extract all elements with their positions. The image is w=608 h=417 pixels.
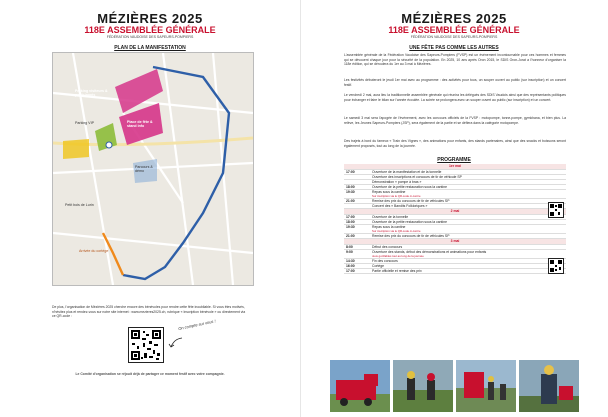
day-label: 1er mai (344, 164, 566, 170)
photo-fire-truck (330, 360, 390, 412)
intro-paragraph-3: Le vendredi 2 mai, aura lieu la traditionnelle assemblée générale qui réunira les délégués des SDIS Vaudois ainsi que des représentants politiques pour échanger et faire le bilan sur l'année écoulée. La soirée se prolongera avec un souper ouvert au public (sur inscription) et un concert. (344, 93, 566, 102)
logo-federation-right: FÉDÉRATION VAUDOISE DES SAPEURS-POMPIERS (410, 35, 498, 39)
programme-time: 18:00 (344, 185, 370, 190)
intro-paragraph-1: L'assemblée générale de la Fédération Vaudoise des Sapeurs-Pompiers (FVSP) est un événement incontournable pour ces hommes et femmes qui se dévouent chaque jour pour la sécurité de la population. En 2025, 10 ans après Oron 2015, le SDIS Oron-Jorat a l'honneur d'organiser la 118e édition, qui se déroulera du 1er au 3 mai à Mézières. (344, 53, 566, 66)
programme-time: 16:00 (344, 264, 370, 269)
intro-paragraph-4: Le samedi 3 mai sera l'apogée de l'événement, avec les concours officiels de la FVSP : motopompe, tonne-pompe, gymkhana, et bien plus. La relève, les Jeunes Sapeurs-Pompiers (JSP), sera également de la partie et se défiera dans la catégorie motopompe. (344, 116, 566, 125)
event-logo-right (304, 12, 604, 40)
label-parcours: Parcours & démo (135, 165, 153, 174)
activity-text: Partie officielle et remise des prix (372, 269, 422, 273)
left-page (0, 0, 301, 417)
activity-note: Jeux gonflables tout au long de la journée (372, 254, 424, 258)
programme-row (344, 269, 566, 274)
activity-text: Remise des prix du concours de tir de véhicules SP (372, 234, 450, 238)
meal-qr-code-1[interactable] (548, 202, 564, 218)
label-parking-vip: Parking VIP (75, 121, 94, 125)
activity-text: Repas sous la cantine (372, 190, 406, 194)
label-parking-visitors: Parking visiteurs & participants (75, 89, 108, 98)
programme-activity (370, 269, 566, 274)
programme-time: 21:00 (344, 234, 370, 239)
logo-title-right: MÉZIÈRES 2025 (401, 11, 507, 26)
programme-row (344, 190, 566, 199)
arrow-icon (168, 335, 184, 351)
activity-text: Début des concours (372, 245, 403, 249)
logo-subtitle: 118E ASSEMBLÉE GÉNÉRALE (84, 25, 216, 35)
programme-row (344, 225, 566, 234)
label-fete-place: Place de fête & stand info (127, 120, 153, 129)
activity-text: Ouverture de la petite restauration sous la cantine (372, 185, 448, 189)
photo-demonstration (456, 360, 516, 412)
right-page (304, 0, 604, 417)
qr-pattern (129, 328, 163, 362)
zone-yellow (63, 139, 89, 159)
photo-firefighters (393, 360, 453, 412)
programme-row (344, 250, 566, 259)
label-arrivee: Arrivée du cortège (79, 249, 109, 253)
event-map (52, 52, 254, 286)
programme-time: 9:00 (344, 250, 370, 259)
programme-time: 17:00 (344, 215, 370, 220)
activity-text: Repas sous la cantine (372, 225, 406, 229)
programme-title: PROGRAMME (437, 157, 471, 163)
activity-text: Ouverture des inscriptions et concours de tir de véhicule SP (372, 175, 462, 179)
programme-time: 18:00 (344, 220, 370, 225)
label-petit-bois: Petit bois de Lurin (65, 203, 94, 207)
activity-text: Ouverture de la manifestation et de la tonnelle (372, 170, 442, 174)
activity-text: Concert des « Bandits Folkloriques » (372, 204, 428, 208)
day-label: 3 mai (344, 239, 566, 245)
event-logo (0, 12, 300, 40)
programme-time: 19:30 (344, 225, 370, 234)
logo-title: MÉZIÈRES 2025 (97, 11, 203, 26)
programme-activity (370, 190, 566, 199)
activity-text: Cortège (372, 264, 385, 268)
qr-handwritten-note: On compte sur vous ! (177, 318, 216, 332)
intro-paragraph-5: Des trajets à bord du fameux « Train des Vignes », des animations pour enfants, des stands partenaires, ainsi que des snacks et boissons seront également proposés, tout au long de la journée. (344, 139, 566, 148)
programme-activity (370, 225, 566, 234)
qr-pattern-small-2 (549, 259, 563, 273)
volunteer-paragraph: De plus, l'organisation de Mézières 2025 cherche encore des bénévoles pour rendre cette fête inoubliable. Si vous êtes motivés, n'hésitez plus et rendez-vous sur notre site internet : www.mezieres2025.ch, rubrique « Inscription bénévole » ou directement via ce QR-code : (52, 305, 246, 319)
programme-time: 19:30 (344, 190, 370, 199)
programme-activity (370, 250, 566, 259)
map-title: PLAN DE LA MANIFESTATION (114, 45, 186, 51)
activity-text: Démonstration « pompe à bras » (372, 180, 422, 184)
activity-text: Ouverture des stands, début des démonstrations et animations pour enfants (372, 250, 487, 254)
activity-text: Fin des concours (372, 259, 398, 263)
programme-time: 14:30 (344, 259, 370, 264)
programme-time: 17:00 (344, 269, 370, 274)
photo-firefighter-uniform (519, 360, 579, 412)
day-label: 2 mai (344, 209, 566, 215)
activity-note: Sur inscription via le QR-code ci-contre (372, 229, 421, 233)
activity-text: Ouverture de la petite restauration sous la cantine (372, 220, 448, 224)
activity-note: Sur inscription via le QR-code ci-contre (372, 194, 421, 198)
logo-federation: FÉDÉRATION VAUDOISE DES SAPEURS-POMPIERS (106, 35, 194, 39)
programme-time: 17:00 (344, 170, 370, 175)
volunteer-qr-code[interactable] (128, 327, 164, 363)
activity-text: Ouverture de la tonnelle (372, 215, 409, 219)
programme-time: 21:00 (344, 199, 370, 204)
qr-pattern-small-1 (549, 203, 563, 217)
closing-line: Le Comité d'organisation se réjouit déjà de partager ce moment festif avec votre compagnie. (75, 372, 225, 376)
programme-table (344, 164, 566, 274)
programme-time: 8:00 (344, 245, 370, 250)
activity-text: Remise des prix du concours de tir de véhicules SP (372, 199, 450, 203)
intro-paragraph-2: Les festivités débuteront le jeudi 1er mai avec au programme : des activités pour tous, un souper ouvert au public (sur inscription) et un concert festif. (344, 78, 566, 87)
intro-title: UNE FÊTE PAS COMME LES AUTRES (409, 45, 499, 51)
logo-subtitle-right: 118E ASSEMBLÉE GÉNÉRALE (388, 25, 520, 35)
vip-marker (106, 142, 112, 148)
meal-qr-code-2[interactable] (548, 258, 564, 274)
